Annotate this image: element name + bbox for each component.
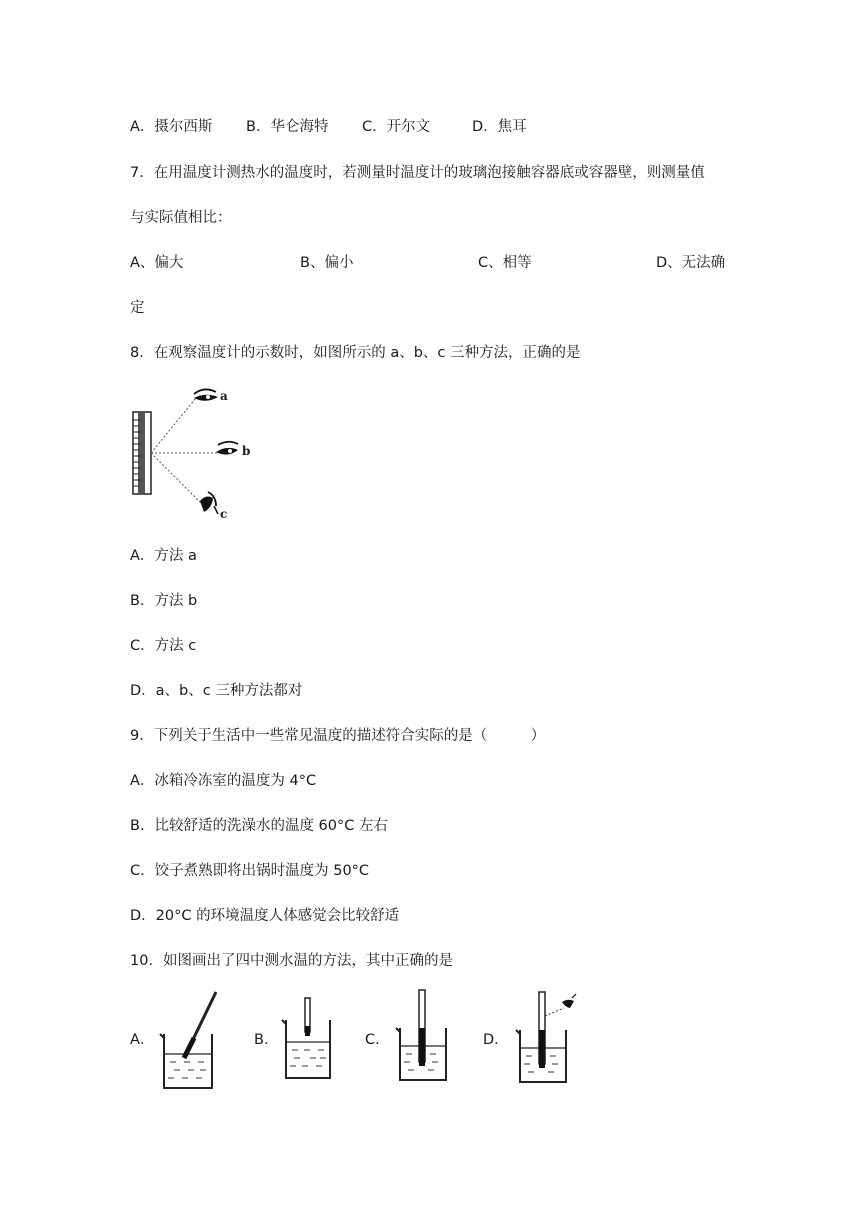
q10-beaker-d bbox=[510, 990, 586, 1086]
q10-beaker-b bbox=[280, 994, 336, 1084]
q9-option-a: A．冰箱冷冻室的温度为 4°C bbox=[130, 773, 317, 789]
q9-option-c: C．饺子煮熟即将出锅时温度为 50°C bbox=[130, 863, 370, 879]
q7-option-d: D、无法确 bbox=[656, 255, 726, 271]
q10-beaker-a bbox=[158, 988, 224, 1094]
eye-a-icon bbox=[194, 389, 218, 400]
q6-option-a: A．摄尔西斯 bbox=[130, 119, 213, 135]
q8-option-d: D．a、b、c 三种方法都对 bbox=[130, 683, 303, 699]
q8-option-a: A．方法 a bbox=[130, 548, 197, 564]
q6-option-c: C．开尔文 bbox=[362, 119, 431, 135]
q10-stem: 10．如图画出了四中测水温的方法，其中正确的是 bbox=[130, 953, 453, 969]
q10-label-d: D． bbox=[483, 1032, 509, 1048]
q7-option-c: C、相等 bbox=[478, 255, 532, 271]
eye-icon bbox=[562, 1000, 574, 1008]
beaker-a-icon bbox=[158, 988, 224, 1094]
q6-options bbox=[130, 117, 750, 137]
beaker-b-icon bbox=[280, 994, 336, 1084]
q9-option-b: B．比较舒适的洗澡水的温度 60°C 左右 bbox=[130, 818, 388, 834]
q8-stem: 8．在观察温度计的示数时，如图所示的 a、b、c 三种方法，正确的是 bbox=[130, 345, 581, 361]
q8-option-b: B．方法 b bbox=[130, 593, 198, 609]
q8-thermometer-figure bbox=[128, 382, 268, 524]
q7-stem-line2: 与实际值相比： bbox=[130, 210, 232, 226]
eye-b-icon bbox=[216, 442, 238, 455]
q10-label-b: B． bbox=[254, 1032, 279, 1048]
eye-c-icon bbox=[200, 492, 218, 514]
q8-option-c: C．方法 c bbox=[130, 638, 197, 654]
q8-label-a: a bbox=[220, 389, 228, 403]
q7-stem-line1: 7．在用温度计测热水的温度时，若测量时温度计的玻璃泡接触容器底或容器壁，则测量值 bbox=[130, 165, 705, 181]
q7-option-b: B、偏小 bbox=[300, 255, 354, 271]
q7-option-a: A、偏大 bbox=[130, 255, 184, 271]
q9-option-d: D．20°C 的环境温度人体感觉会比较舒适 bbox=[130, 908, 400, 924]
q9-stem: 9．下列关于生活中一些常见温度的描述符合实际的是（ ） bbox=[130, 728, 546, 744]
q8-label-b: b bbox=[242, 444, 251, 458]
q10-label-c: C． bbox=[365, 1032, 390, 1048]
q10-label-a: A． bbox=[130, 1032, 155, 1048]
q7-option-d-wrap: 定 bbox=[130, 300, 145, 316]
q6-option-b: B．华仑海特 bbox=[246, 119, 329, 135]
q10-beaker-c bbox=[392, 988, 452, 1084]
q7-options bbox=[130, 253, 750, 273]
q8-label-c: c bbox=[220, 507, 228, 521]
beaker-d-icon bbox=[510, 990, 586, 1086]
q6-option-d: D．焦耳 bbox=[472, 119, 527, 135]
beaker-c-icon bbox=[392, 988, 452, 1084]
